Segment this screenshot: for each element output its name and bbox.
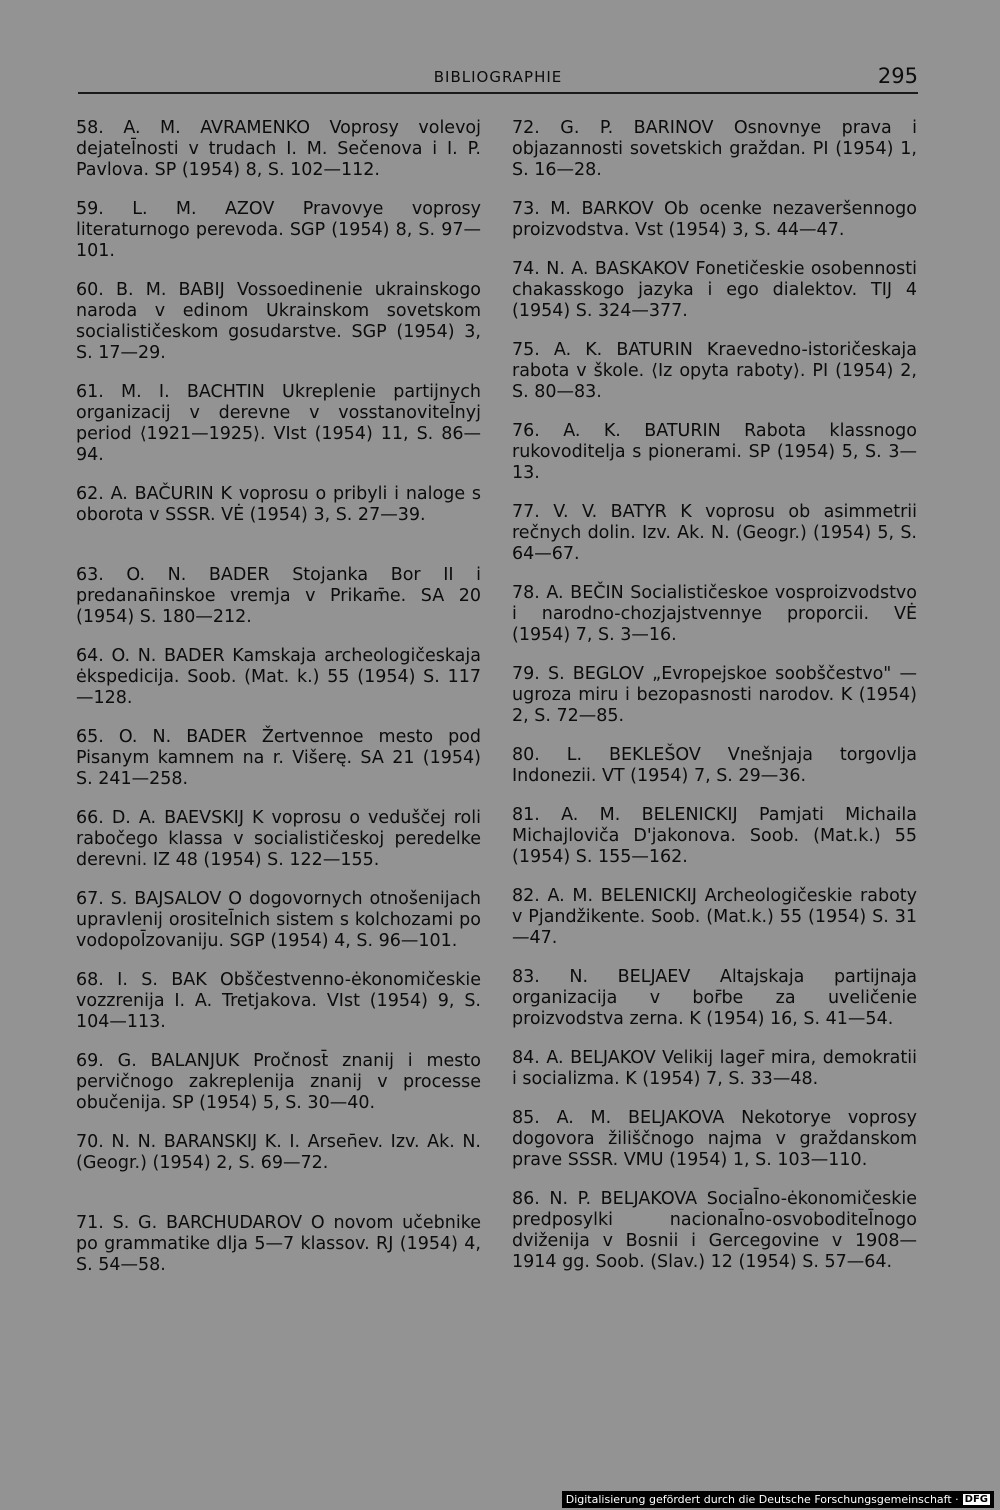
bibliography-entry: 59. L. M. AZOV Pravovye voprosy literaturnogo perevoda. SGP (1954) 8, S. 97—101. <box>76 199 481 261</box>
bibliography-entry: 73. M. BARKOV Ob ocenke nezaveršennogo proizvodstva. Vst (1954) 3, S. 44—47. <box>512 199 917 240</box>
left-column <box>76 118 481 1294</box>
bibliography-entry: 67. S. BAJSALOV O dogovornych otnošenijach upravlenij orositel̄nich sistem s kolchozami po vodopol̄zovaniju. SGP (1954) 4, S. 96—101. <box>76 889 481 951</box>
bibliography-entry: 80. L. BEKLEŠOV Vnešnjaja torgovlja Indonezii. VT (1954) 7, S. 29—36. <box>512 745 917 786</box>
bibliography-entry: 84. A. BELJAKOV Velikij lager̄ mira, demokratii i socializma. K (1954) 7, S. 33—48. <box>512 1048 917 1089</box>
digitization-credit <box>562 1491 994 1508</box>
bibliography-entry: 60. B. M. BABIJ Vossoedinenie ukrainskogo naroda v edinom Ukrainskom sovetskom socialističeskom gosudarstve. SGP (1954) 3, S. 17—29. <box>76 280 481 363</box>
bibliography-entry: 64. O. N. BADER Kamskaja archeologičeskaja ėkspedicija. Soob. (Mat. k.) 55 (1954) S. 117—128. <box>76 646 481 708</box>
bibliography-entry: 79. S. BEGLOV „Evropejskoe soobščestvo" —ugroza miru i bezopasnosti narodov. K (1954) 2, S. 72—85. <box>512 664 917 726</box>
credit-text: Digitalisierung gefördert durch die Deutsche Forschungsgemeinschaft · <box>565 1493 959 1506</box>
bibliography-entry: 83. N. BELJAEV Altajskaja partijnaja organizacija v bor̄be za uveličenie proizvodstva zerna. K (1954) 16, S. 41—54. <box>512 967 917 1029</box>
bibliography-entry: 65. O. N. BADER Žertvennoe mesto pod Pisanym kamnem na r. Višerę. SA 21 (1954) S. 241—258. <box>76 727 481 789</box>
bibliography-entry: 62. A. BAČURIN K voprosu o pribyli i naloge s oborota v SSSR. VĖ (1954) 3, S. 27—39. <box>76 484 481 525</box>
bibliography-entry: 71. S. G. BARCHUDAROV O novom učebnike po grammatike dlja 5—7 klassov. RJ (1954) 4, S. 54—58. <box>76 1213 481 1275</box>
bibliography-entry: 74. N. A. BASKAKOV Fonetičeskie osobennosti chakasskogo jazyka i ego dialektov. TIJ 4 (1954) S. 324—377. <box>512 259 917 321</box>
bibliography-entry: 86. N. P. BELJAKOVA Social̄no-ėkonomičeskie predposylki nacional̄no-osvoboditel̄nogo dviženija v Bosnii i Gercegovine v 1908—1914 gg. Soob. (Slav.) 12 (1954) S. 57—64. <box>512 1189 917 1272</box>
bibliography-entry: 66. D. A. BAEVSKIJ K voprosu o veduščej roli rabočego klassa v socialističeskoj peredelke derevni. IZ 48 (1954) S. 122—155. <box>76 808 481 870</box>
bibliography-entry: 76. A. K. BATURIN Rabota klassnogo rukovoditelja s pionerami. SP (1954) 5, S. 3—13. <box>512 421 917 483</box>
bibliography-entry: 69. G. BALANJUK Pročnost̄ znanij i mesto pervičnogo zakreplenija znanij v processe obučenija. SP (1954) 5, S. 30—40. <box>76 1051 481 1113</box>
right-column <box>512 118 917 1291</box>
bibliography-entry: 85. A. M. BELJAKOVA Nekotorye voprosy dogovora žiliščnogo najma v graždanskom prave SSSR. VMU (1954) 1, S. 103—110. <box>512 1108 917 1170</box>
page-number: 295 <box>877 64 918 88</box>
bibliography-entry: 72. G. P. BARINOV Osnovnye prava i objazannosti sovetskich graždan. PI (1954) 1, S. 16—28. <box>512 118 917 180</box>
bibliography-entry: 82. A. M. BELENICKIJ Archeologičeskie raboty v Pjandžikente. Soob. (Mat.k.) 55 (1954) S. 31—47. <box>512 886 917 948</box>
bibliography-entry: 81. A. M. BELENICKIJ Pamjati Michaila Michajloviča D'jakonova. Soob. (Mat.k.) 55 (1954) S. 155—162. <box>512 805 917 867</box>
bibliography-entry: 70. N. N. BARANSKIJ K. I. Arsen̄ev. Izv. Ak. N. (Geogr.) (1954) 2, S. 69—72. <box>76 1132 481 1173</box>
bibliography-entry: 61. M. I. BACHTIN Ukreplenie partijnych organizacij v derevne v vosstanovitel̄nyj period ⟨1921—1925⟩. VIst (1954) 11, S. 86—94. <box>76 382 481 465</box>
bibliography-entry: 63. O. N. BADER Stojanka Bor II i predanan̄inskoe vremja v Prikam̄e. SA 20 (1954) S. 180—212. <box>76 565 481 627</box>
bibliography-entry: 78. A. BEČIN Socialističeskoe vosproizvodstvo i narodno-chozjajstvennye proporcii. VĖ (1954) 7, S. 3—16. <box>512 583 917 645</box>
bibliography-entry: 58. A. M. AVRAMENKO Voprosy volevoj dejatel̄nosti v trudach I. M. Sečenova i I. P. Pavlova. SP (1954) 8, S. 102—112. <box>76 118 481 180</box>
bibliography-entry: 75. A. K. BATURIN Kraevedno-istoričeskaja rabota v škole. ⟨Iz opyta raboty⟩. PI (1954) 2, S. 80—83. <box>512 340 917 402</box>
running-title: BIBLIOGRAPHIE <box>433 68 563 86</box>
bibliography-entry: 68. I. S. BAK Obščestvenno-ėkonomičeskie vozzrenija I. A. Tretjakova. VIst (1954) 9, S. 104—113. <box>76 970 481 1032</box>
dfg-logo: DFG <box>964 1494 988 1505</box>
bibliography-entry: 77. V. V. BATYR K voprosu ob asimmetrii rečnych dolin. Izv. Ak. N. (Geogr.) (1954) 5, S. 64—67. <box>512 502 917 564</box>
page-header <box>78 62 918 94</box>
